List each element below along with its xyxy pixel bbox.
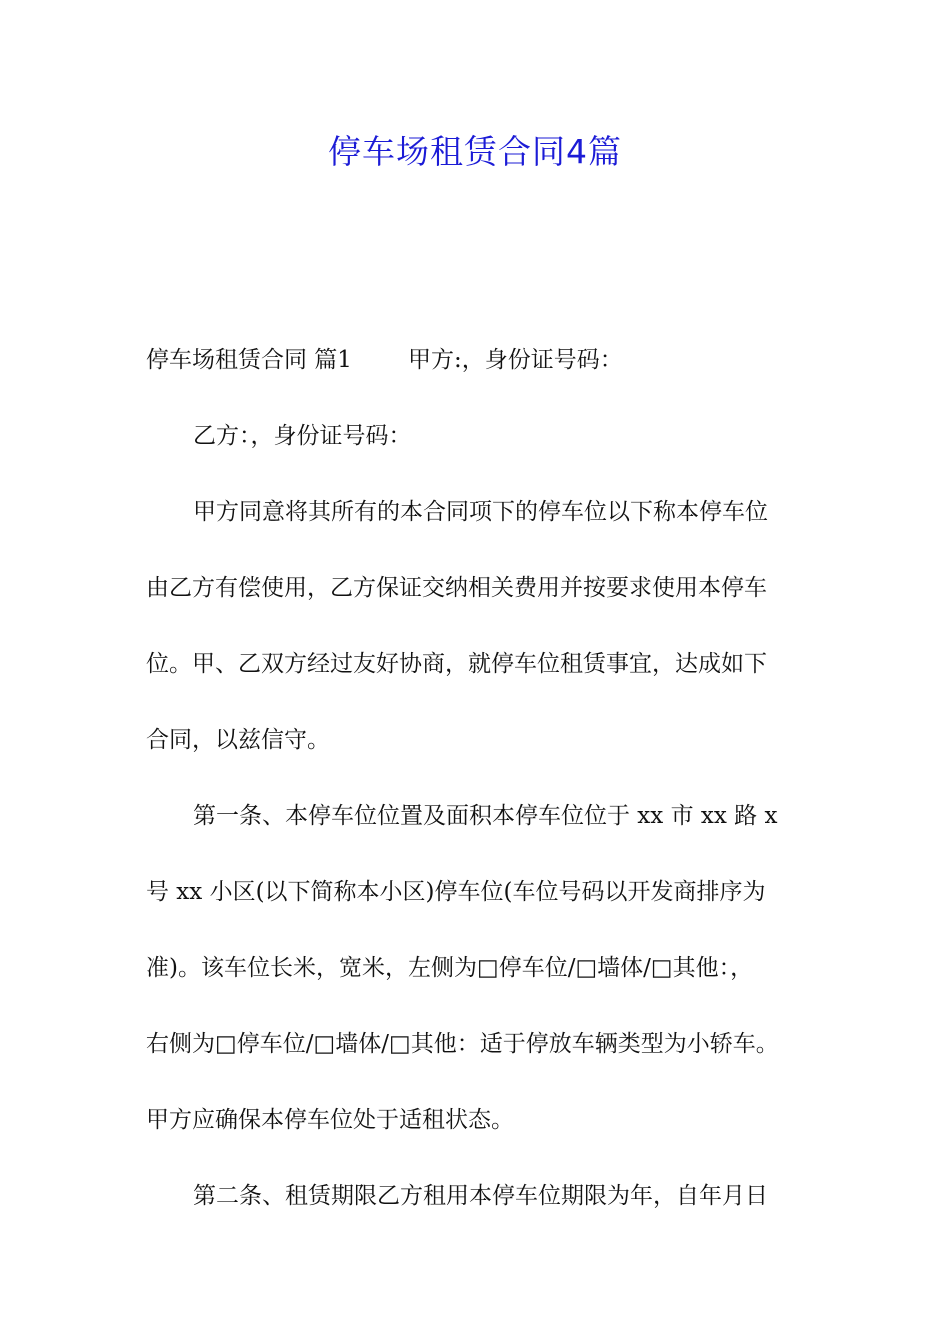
paragraph-line: 甲方应确保本停车位处于适租状态。: [146, 1107, 514, 1133]
party-b-line: 乙方：，身份证号码：: [193, 423, 412, 449]
paragraph-line: 位。甲、乙双方经过友好协商，就停车位租赁事宜，达成如下: [146, 651, 767, 677]
article-1-line: 第一条、本停车位位置及面积本停车位位于 xx 市 xx 路 x: [193, 803, 778, 829]
document-title: 停车场租赁合同4篇: [328, 132, 622, 171]
paragraph-line: 右侧为□停车位/□墙体/□其他：适于停放车辆类型为小轿车。: [146, 1031, 779, 1057]
paragraph-line: 由乙方有偿使用，乙方保证交纳相关费用并按要求使用本停车: [146, 575, 767, 601]
paragraph-line: [146, 336, 623, 384]
paragraph-line: 号 xx 小区(以下简称本小区)停车位(车位号码以开发商排序为: [146, 879, 766, 905]
paragraph-line: 准)。该车位长米，宽米，左侧为□停车位/□墙体/□其他：，: [146, 955, 754, 981]
paragraph-line: 合同，以兹信守。: [146, 727, 330, 753]
paragraph-line: 甲方同意将其所有的本合同项下的停车位以下称本停车位: [193, 499, 768, 525]
party-a-line: 甲方:，身份证号码：: [407, 347, 623, 373]
section-heading: 停车场租赁合同 篇1: [146, 347, 352, 373]
article-2-line: 第二条、租赁期限乙方租用本停车位期限为年，自年月日: [193, 1183, 768, 1209]
